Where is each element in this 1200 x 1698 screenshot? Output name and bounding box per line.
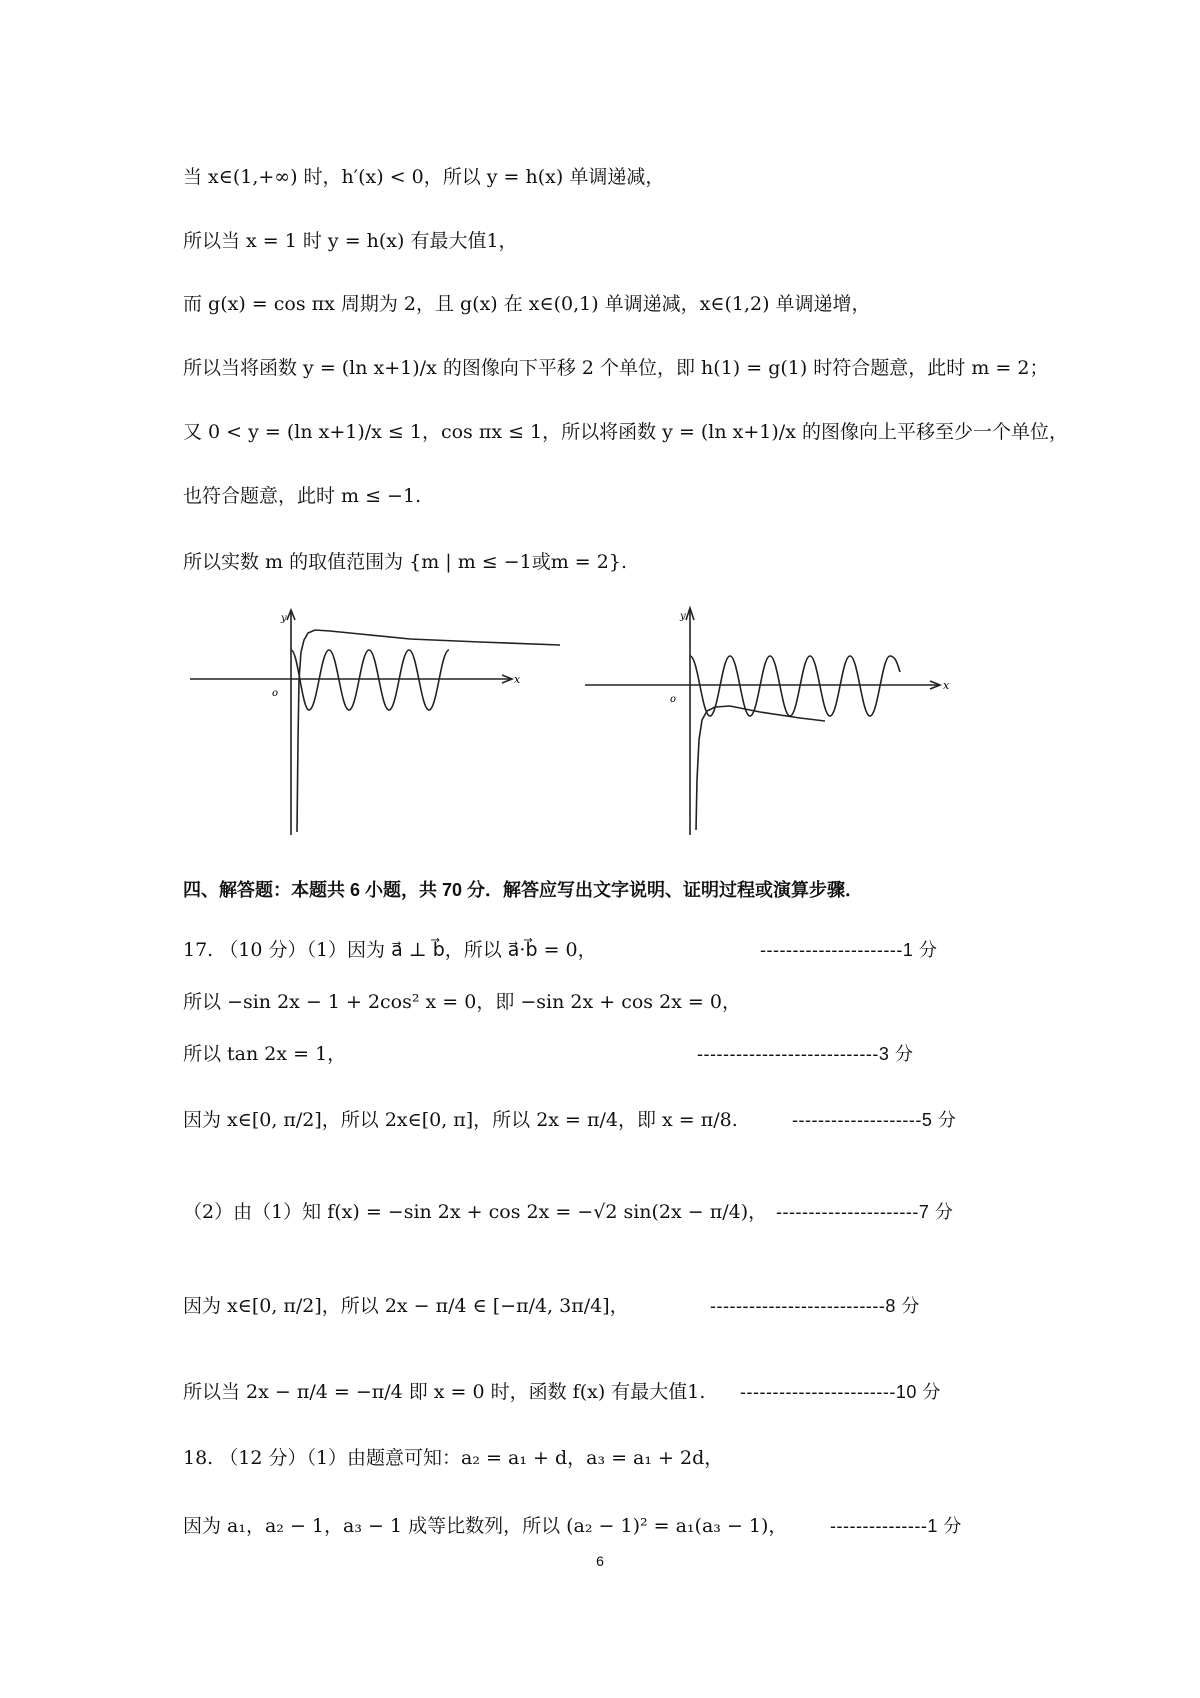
q17-line-2: 所以 −sin 2x − 1 + 2cos² x = 0，即 −sin 2x + cos 2x = 0， — [183, 991, 741, 1013]
curve-cosine — [291, 650, 449, 710]
q17-line-4: 因为 x∈[0, π/2]，所以 2x∈[0, π]，所以 2x = π/4，即 x = π/8. — [183, 1109, 738, 1131]
origin-label: o — [670, 694, 677, 705]
q17-score-3: ----------------------------3 分 — [697, 1044, 914, 1064]
q17-score-7: ----------------------7 分 — [776, 1202, 954, 1222]
graph-left — [180, 600, 590, 840]
derivation-line-5: 又 0 < y = (ln x+1)/x ≤ 1，cos πx ≤ 1，所以将函数 y = (ln x+1)/x 的图像向上平移至少一个单位， — [183, 421, 1068, 443]
derivation-line-2: 所以当 x = 1 时 y = h(x) 有最大值1， — [183, 230, 518, 252]
derivation-line-3: 而 g(x) = cos πx 周期为 2，且 g(x) 在 x∈(0,1) 单调递减，x∈(1,2) 单调递增， — [183, 293, 871, 315]
q17-score-5: --------------------5 分 — [792, 1110, 957, 1130]
origin-label: o — [272, 688, 279, 699]
q17-score-1: ----------------------1 分 — [760, 940, 938, 960]
derivation-line-4: 所以当将函数 y = (ln x+1)/x 的图像向下平移 2 个单位，即 h(1) = g(1) 时符合题意，此时 m = 2； — [183, 357, 1049, 379]
y-axis-label: y — [281, 613, 287, 624]
q17-line-3: 所以 tan 2x = 1， — [183, 1043, 347, 1065]
y-axis-label: y — [680, 611, 686, 622]
derivation-line-1: 当 x∈(1,+∞) 时，h′(x) < 0，所以 y = h(x) 单调递减， — [183, 166, 665, 188]
q17-score-8: ---------------------------8 分 — [710, 1296, 920, 1316]
x-axis-label: x — [514, 673, 521, 686]
q17-line-7: 所以当 2x − π/4 = −π/4 即 x = 0 时，函数 f(x) 有最大值1. — [183, 1381, 706, 1403]
section-title: 四、解答题：本题共 6 小题，共 70 分．解答应写出文字说明、证明过程或演算步骤． — [183, 880, 864, 900]
q17-line-5: （2）由（1）知 f(x) = −sin 2x + cos 2x = −√2 sin(2x − π/4)， — [183, 1201, 768, 1223]
q18-line-2: 因为 a₁，a₂ − 1，a₃ − 1 成等比数列，所以 (a₂ − 1)² = a₁(a₃ − 1)， — [183, 1515, 788, 1537]
x-axis-label: x — [943, 679, 950, 692]
curve-shifted-log — [297, 630, 560, 832]
q17-line-1: 17. （10 分）（1）因为 a⃗ ⊥ b⃗，所以 a⃗·b⃗ = 0， — [183, 939, 597, 961]
q18-line-1: 18. （12 分）（1）由题意可知：a₂ = a₁ + d，a₃ = a₁ + 2d， — [183, 1447, 724, 1469]
q17-score-10: ------------------------10 分 — [740, 1382, 941, 1402]
q18-score-1: ---------------1 分 — [830, 1516, 962, 1536]
curve-shifted-log — [696, 706, 825, 830]
page-number: 6 — [596, 1553, 604, 1569]
graph-right — [580, 600, 960, 840]
q17-line-6: 因为 x∈[0, π/2]，所以 2x − π/4 ∈ [−π/4, 3π/4]， — [183, 1295, 629, 1317]
derivation-line-7: 所以实数 m 的取值范围为 {m | m ≤ −1或m = 2}. — [183, 551, 627, 573]
derivation-line-6: 也符合题意，此时 m ≤ −1. — [183, 485, 422, 507]
